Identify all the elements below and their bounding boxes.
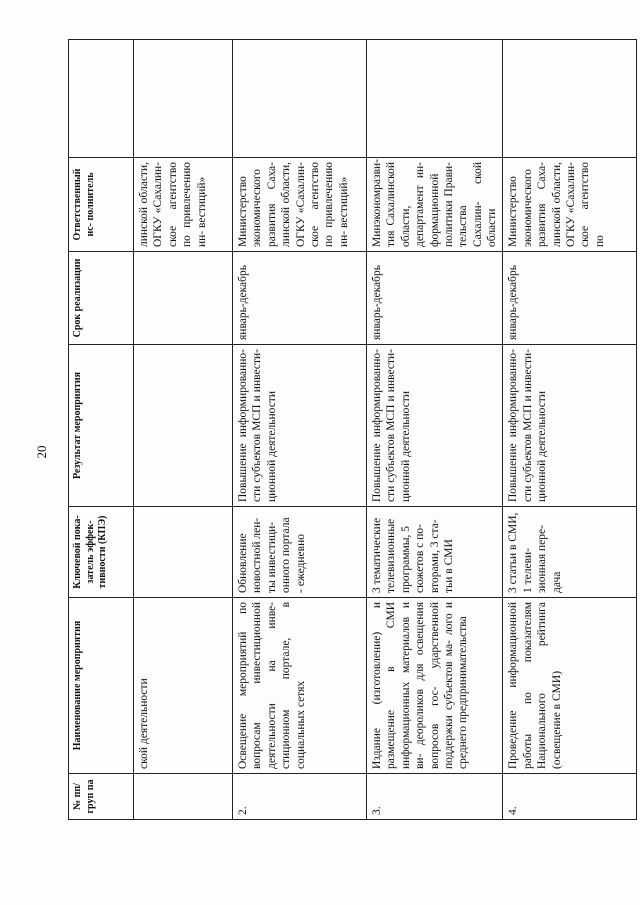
cell-measure-name: Издание (изготовление) и размещение в СМИ информационных материалов и ви- деороликов для освещения вопросов гос- ударственной поддержки субъектов ма- лого и среднего предпринимательства (367, 598, 503, 774)
header-result: Результат мероприятия (69, 345, 134, 507)
cell-kpi (134, 507, 233, 598)
cell-deadline (134, 252, 233, 345)
header-extra (69, 40, 134, 158)
cell-result (134, 345, 233, 507)
cell-number: 4. (503, 774, 637, 820)
cell-deadline: январь-декабрь (233, 252, 367, 345)
table-row (233, 40, 367, 820)
cell-measure-name: Освещение мероприятий по вопросам инвестиционной деятельности на инве- стиционном портале, в социальных сетях (233, 598, 367, 774)
cell-result: Повышение информированно- сти субъектов МСП и инвести- ционной деятельности (503, 345, 637, 507)
page-number: 20 (34, 445, 49, 459)
cell-executor: линской области, ОГКУ «Сахалин- ское агентство по привлечению ин- вестиций» (134, 158, 233, 252)
rotated-table-area (68, 40, 640, 820)
cell-number: 3. (367, 774, 503, 820)
cell-executor: Министерство экономического развития Саха- линской области, ОГКУ «Сахалин- ское агентство по (503, 158, 637, 252)
cell-number (134, 774, 233, 820)
cell-kpi: 3 статьи в СМИ, 1 телеви- зионная пере- дача (503, 507, 637, 598)
cell-extra (233, 40, 367, 158)
cell-deadline: январь-декабрь (503, 252, 637, 345)
cell-number: 2. (233, 774, 367, 820)
cell-kpi: Обновление новостной лен- ты инвестици- онного портала - ежедневно (233, 507, 367, 598)
measures-table (68, 39, 637, 820)
cell-result: Повышение информированно- сти субъектов МСП и инвести- ционной деятельности (233, 345, 367, 507)
header-deadline: Срок реализации (69, 252, 134, 345)
table-row (367, 40, 503, 820)
cell-executor: Минэкономразви- тия Сахалинской области, департамент ин- формационной политики Прави- тельства Сахалин- ской области (367, 158, 503, 252)
header-kpi: Ключевой пока- затель эффек- тивности (КПЭ) (69, 507, 134, 598)
table-row (134, 40, 233, 820)
cell-extra (134, 40, 233, 158)
cell-deadline: январь-декабрь (367, 252, 503, 345)
table-row (503, 40, 637, 820)
header-executor: Ответственный ис- полнитель (69, 158, 134, 252)
table-header-row (69, 40, 134, 820)
cell-executor: Министерство экономического развития Саха- линской области, ОГКУ «Сахалин- ское агентство по привлечению ин- вестиций» (233, 158, 367, 252)
header-number: № пп/ груп па (69, 774, 134, 820)
cell-extra (367, 40, 503, 158)
cell-result: Повышение информированно- сти субъектов МСП и инвести- ционной деятельности (367, 345, 503, 507)
header-measure-name: Наименование мероприятия (69, 598, 134, 774)
cell-kpi: 3 тематические телевизионные программы, 5 сюжетов с по- вторами, 3 ста- тьи в СМИ (367, 507, 503, 598)
cell-measure-name: Проведение информационной работы по показателям Национального рейтинга (освещение в СМИ) (503, 598, 637, 774)
cell-extra (503, 40, 637, 158)
cell-measure-name: ской деятельности (134, 598, 233, 774)
